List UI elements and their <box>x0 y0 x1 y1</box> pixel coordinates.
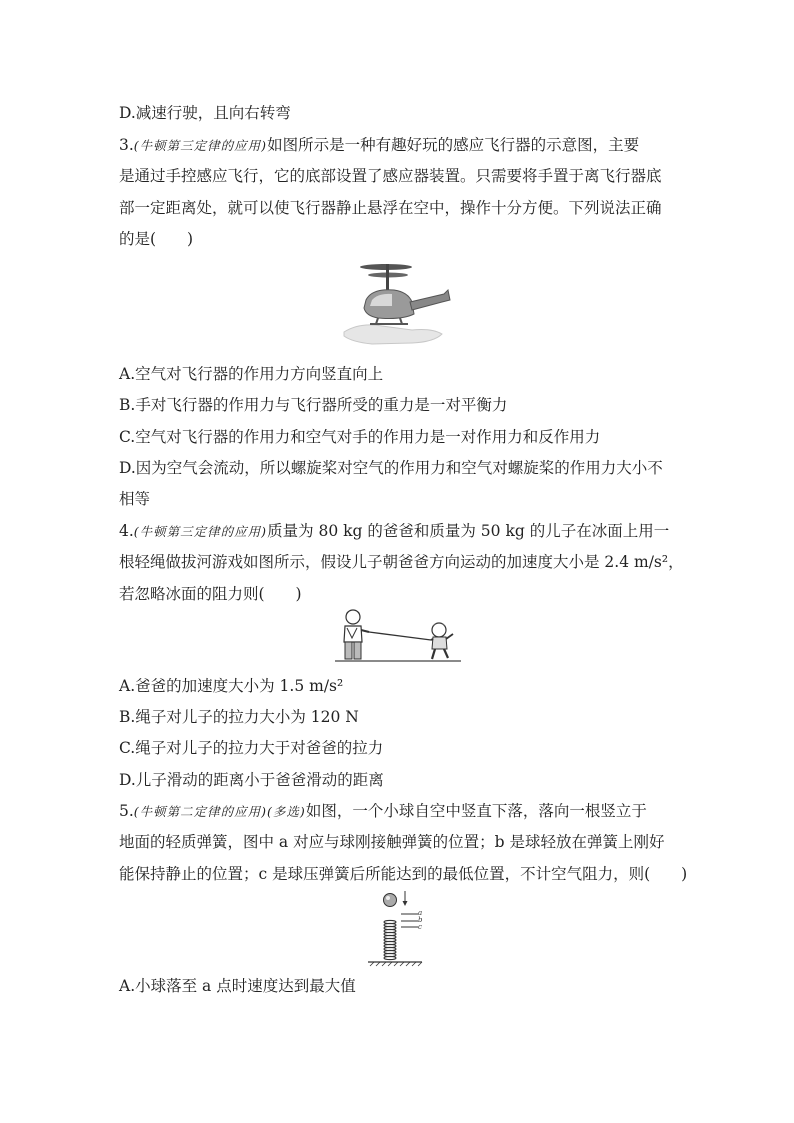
q3-option-d-line-2: 相等 <box>119 490 151 508</box>
q4-option-c: C.绳子对儿子的拉力大于对爸爸的拉力 <box>119 739 384 757</box>
q4-stem-line-2: 根轻绳做拔河游戏如图所示，假设儿子朝爸爸方向运动的加速度大小是 2.4 m/s²， <box>119 553 684 571</box>
q5-option-a: A.小球落至 a 点时速度达到最大值 <box>119 977 356 995</box>
q3-option-d-line-1: D.因为空气会流动，所以螺旋桨对空气的作用力和空气对螺旋桨的作用力大小不 <box>119 459 663 477</box>
q4-number: 4. <box>119 522 134 540</box>
q4-stem-line-3: 若忽略冰面的阻力则( ) <box>119 585 302 603</box>
q5-stem-line-2: 地面的轻质弹簧，图中 a 对应与球刚接触弹簧的位置；b 是球轻放在弹簧上刚好 <box>119 833 665 851</box>
q3-stem-text: 如图所示是一种有趣好玩的感应飞行器的示意图，主要 <box>267 136 640 154</box>
level-label-a: a <box>418 909 423 917</box>
spring-figure <box>366 889 424 969</box>
level-label-b: b <box>418 916 423 924</box>
q3-option-a: A.空气对飞行器的作用力方向竖直向上 <box>119 365 384 383</box>
q2-option-d: D.减速行驶，且向右转弯 <box>119 104 291 122</box>
q5-stem-text: 如图，一个小球自空中竖直下落，落向一根竖立于 <box>305 802 647 820</box>
helicopter-figure <box>342 256 454 350</box>
q4-option-b: B.绳子对儿子的拉力大小为 120 N <box>119 708 359 726</box>
q3-stem-line-1 <box>119 135 639 156</box>
q5-topic-tag: (牛顿第二定律的应用)(多选) <box>133 804 306 819</box>
q3-option-b: B.手对飞行器的作用力与飞行器所受的重力是一对平衡力 <box>119 396 508 414</box>
tug-of-war-figure <box>335 606 461 664</box>
q5-stem-line-1 <box>119 801 647 822</box>
q5-stem-line-3: 能保持静止的位置；c 是球压弹簧后所能达到的最低位置，不计空气阻力，则( ) <box>119 865 688 883</box>
q3-topic-tag: (牛顿第三定律的应用) <box>133 138 268 153</box>
q3-stem-line-4: 的是( ) <box>119 230 194 248</box>
q4-stem-line-1 <box>119 521 669 542</box>
q4-topic-tag: (牛顿第三定律的应用) <box>133 524 268 539</box>
q3-stem-line-2: 是通过手控感应飞行，它的底部设置了感应器装置。只需要将手置于离飞行器底 <box>119 167 662 185</box>
q4-stem-text: 质量为 80 kg 的爸爸和质量为 50 kg 的儿子在冰面上用一 <box>267 522 670 540</box>
q3-option-c: C.空气对飞行器的作用力和空气对手的作用力是一对作用力和反作用力 <box>119 428 601 446</box>
level-label-c: c <box>418 923 422 931</box>
q4-option-d: D.儿子滑动的距离小于爸爸滑动的距离 <box>119 771 384 789</box>
q4-option-a: A.爸爸的加速度大小为 1.5 m/s² <box>119 677 344 695</box>
q3-number: 3. <box>119 136 134 154</box>
q5-number: 5. <box>119 802 134 820</box>
q3-stem-line-3: 部一定距离处，就可以使飞行器静止悬浮在空中，操作十分方便。下列说法正确 <box>119 199 662 217</box>
